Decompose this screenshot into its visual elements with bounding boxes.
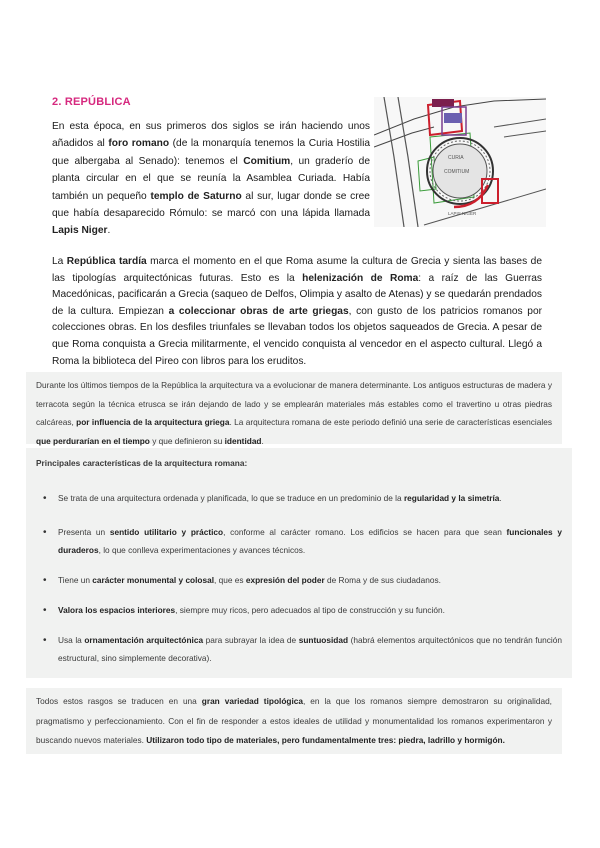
list-item: • Presenta un sentido utilitario y práctico, conforme al carácter romano. Los edificios se hacen para que sean funcionales y duraderos, lo que conlleva experimentaciones y avances técnicos.	[36, 524, 562, 559]
list-item: • Valora los espacios interiores, siempre muy ricos, pero adecuados al tipo de construcción y su función.	[36, 602, 562, 620]
late-republic-paragraph: La República tardía marca el momento en el que Roma asume la cultura de Grecia y sienta las bases de las tipologías arquitectónicas futuras. Esto es la helenización de Roma: a raíz de las Guerras Macedónicas, pacificarán a Grecia (saqueo de Delfos, Olimpia y asalto de Atenas) y se quedarán prendados de la cultura. Empiezan a coleccionar obras de arte griegas, con gusto de los patricios romanos por colecciones obras. En los desfiles triunfales se llevaban todos los objetos saqueados de Grecia. A pesar de que Roma conquista a Grecia militarmente, el vencido conquista al vencedor en el aspecto cultural. Llegó a Roma la biblioteca del Pireo con libros para los eruditos.	[52, 256, 543, 367]
plan-label-comitium: COMITIUM	[444, 169, 470, 175]
list-item: • Se trata de una arquitectura ordenada y planificada, lo que se traduce en un predominio de la regularidad y la simetría.	[36, 490, 562, 508]
materials-box: Todos estos rasgos se traducen en una gran variedad tipológica, en la que los romanos siempre demostraron su originalidad, pragmatismo y perfeccionamiento. Con el fin de responder a estos ideales de utilidad y monumentalidad los romanos experimentaron y buscando nuevos materiales. Utilizaron todo tipo de materiales, pero fundamentalmente tres: piedra, ladrillo y hormigón.	[26, 688, 562, 754]
architecture-evolution-box: Durante los últimos tiempos de la República la arquitectura va a evolucionar de manera determinante. Los antiguos estructuras de madera y terracota según la técnica etrusca se irán dejando de lado y se emplearán materiales más estables como el travertino u otras piedras calcáreas, por influencia de la arquitectura griega. La arquitectura romana de este periodo definió una serie de características esenciales que perdurarían en el tiempo y que definieron su identidad.	[26, 372, 562, 444]
list-item: • Tiene un carácter monumental y colosal, que es expresión del poder de Roma y de sus ciudadanos.	[36, 572, 562, 590]
plan-label-lapis-niger: LAPIS NIGER	[448, 211, 477, 216]
intro-paragraph: En esta época, en sus primeros dos siglos se irán haciendo unos añadidos al foro romano (de la monarquía tenemos la Curia Hostilia que albergaba al Senado): tenemos el Comitium, un graderío de planta circular en el que se reunía la Asamblea Curiada. Había también un pequeño templo de Saturno al sur, lugar donde se cree que había desaparecido Rómulo: se marcó con una lápida llamada Lapis Niger.	[52, 121, 371, 237]
list-item: • Usa la ornamentación arquitectónica para subrayar la idea de suntuosidad (habrá elementos arquitectónicos que no tendrán función estructural, sino simplemente decorativa).	[36, 632, 562, 667]
forum-plan-drawing	[374, 97, 546, 227]
plan-label-curia: CURIA	[448, 155, 464, 161]
section-heading: 2. REPÚBLICA	[52, 96, 131, 108]
characteristics-title: Principales características de la arquitectura romana:	[36, 458, 248, 468]
characteristics-box	[26, 448, 572, 678]
forum-plan-figure	[374, 97, 546, 227]
